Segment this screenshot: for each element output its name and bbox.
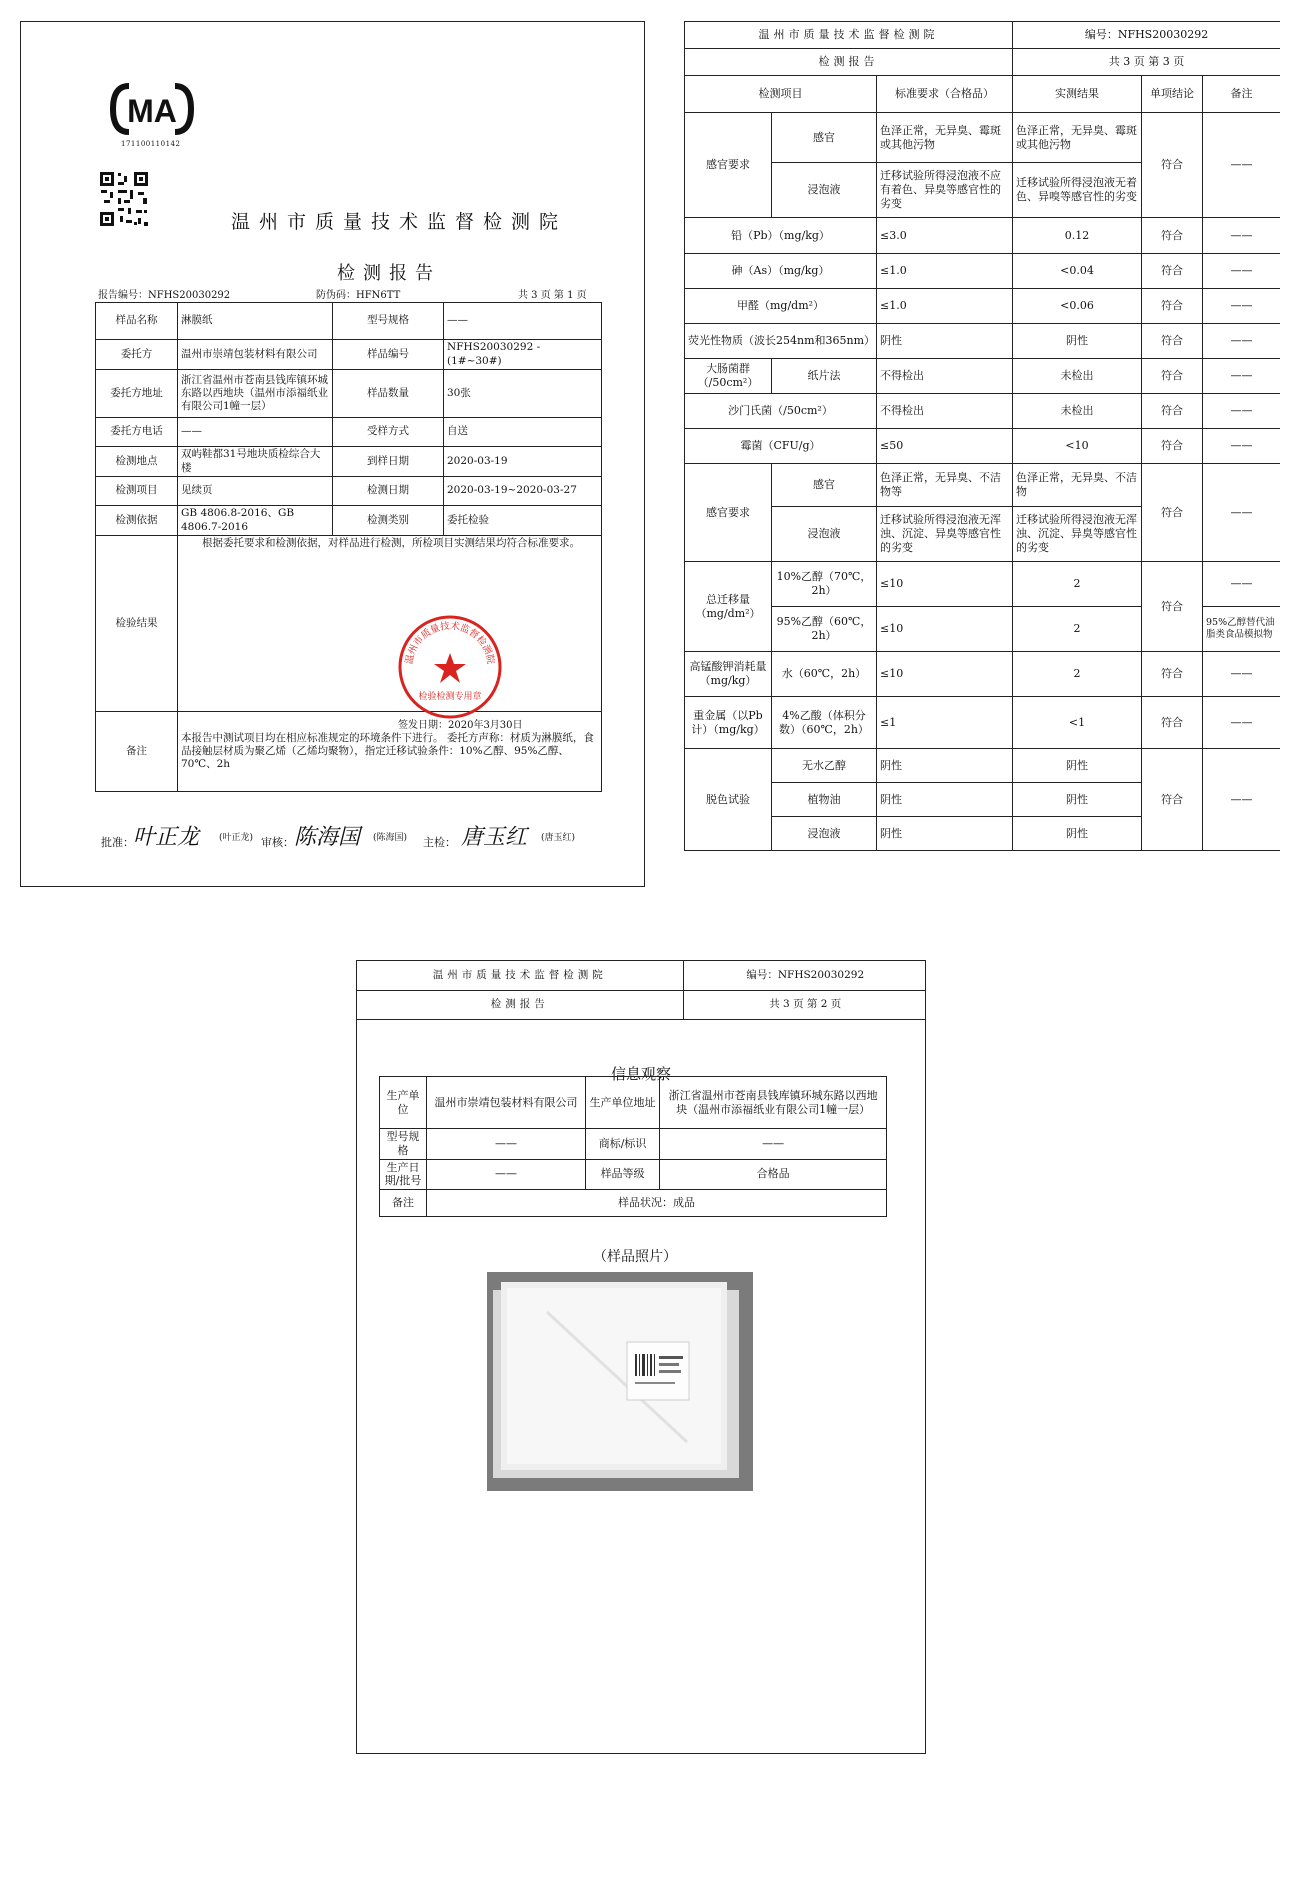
- report-number: 编号：NFHS20030292: [683, 961, 926, 990]
- requirement-cell: 色泽正常，无异臭、不洁物等: [877, 464, 1013, 507]
- header-conclusion: 单项结论: [1142, 76, 1203, 113]
- report-number: 报告编号：NFHS20030292: [98, 290, 231, 301]
- review-label: 审核：: [261, 836, 294, 849]
- condition-cell: 水（60℃，2h）: [772, 652, 877, 697]
- value-cell: ——: [427, 1159, 586, 1190]
- requirement-cell: 色泽正常，无异臭、霉斑或其他污物: [877, 113, 1013, 163]
- result-cell: 色泽正常，无异臭、霉斑或其他污物: [1013, 113, 1142, 163]
- main-inspector-note: (唐玉红): [541, 833, 576, 843]
- info-section-title: 信息观察: [611, 1065, 672, 1083]
- seal-ring-text: 温州市质量技术监督检测院: [403, 620, 497, 666]
- approve-label: 批准：: [101, 836, 134, 849]
- label-cell: 检测项目: [96, 477, 178, 506]
- report-page-1: [20, 21, 645, 887]
- requirement-cell: 不得检出: [877, 394, 1013, 429]
- result-cell: 2: [1013, 607, 1142, 652]
- cma-number: 171100110142: [121, 140, 181, 148]
- requirement-cell: 阴性: [877, 783, 1013, 817]
- header-result: 实测结果: [1013, 76, 1142, 113]
- value-cell: ——: [178, 418, 333, 447]
- sub-item: 浸泡液: [772, 163, 877, 218]
- result-cell: <0.04: [1013, 254, 1142, 289]
- institute-title: 温州市质量技术监督检测院: [231, 211, 568, 233]
- report-title: 检测报告: [337, 263, 441, 284]
- item-cell: 大肠菌群（/50cm²）: [685, 359, 772, 394]
- conclusion-cell: 符合: [1142, 562, 1203, 652]
- main-inspector-label: 主检：: [423, 836, 456, 849]
- note-cell: ——: [1203, 359, 1280, 394]
- note-cell: ——: [1203, 749, 1280, 851]
- result-cell: 未检出: [1013, 359, 1142, 394]
- result-cell: 迁移试验所得浸泡液无着色、异嗅等感官性的劣变: [1013, 163, 1142, 218]
- photo-title: （样品照片）: [593, 1249, 677, 1265]
- info-observation-table: [379, 1076, 887, 1217]
- conclusion-cell: 符合: [1142, 359, 1203, 394]
- label-cell: 样品名称: [96, 303, 178, 340]
- qr-code-icon: [98, 170, 150, 228]
- result-cell: 未检出: [1013, 394, 1142, 429]
- header-item: 检测项目: [685, 76, 877, 113]
- label-cell: 委托方: [96, 340, 178, 370]
- sub-item: 感官: [772, 464, 877, 507]
- note-cell: ——: [1203, 697, 1280, 749]
- conclusion-cell: 符合: [1142, 289, 1203, 324]
- result-cell: 阴性: [1013, 749, 1142, 783]
- report-title: 检测报告: [357, 990, 683, 1019]
- sub-item: 浸泡液: [772, 817, 877, 851]
- value-cell: 温州市崇靖包装材料有限公司: [178, 340, 333, 370]
- item-cell: 荧光性物质（波长254nm和365nm）: [685, 324, 877, 359]
- sub-item: 95%乙醇（60℃，2h）: [772, 607, 877, 652]
- value-cell: ——: [444, 303, 602, 340]
- sub-item: 感官: [772, 113, 877, 163]
- value-cell: GB 4806.8-2016、GB 4806.7-2016: [178, 506, 333, 536]
- result-cell: 2: [1013, 562, 1142, 607]
- label-cell: 检测类别: [333, 506, 444, 536]
- institute-title: 温州市质量技术监督检测院: [685, 22, 1013, 49]
- value-cell: 样品状况：成品: [427, 1190, 887, 1217]
- requirement-cell: ≤1.0: [877, 289, 1013, 324]
- note-cell: ——: [1203, 324, 1280, 359]
- sign-date: 签发日期：2020年3月30日: [398, 720, 523, 731]
- result-cell: 0.12: [1013, 218, 1142, 254]
- note-cell: ——: [1203, 652, 1280, 697]
- value-cell: ——: [660, 1129, 887, 1160]
- requirement-cell: ≤50: [877, 429, 1013, 464]
- label-cell: 到样日期: [333, 447, 444, 477]
- conclusion-cell: 符合: [1142, 218, 1203, 254]
- conclusion-cell: 符合: [1142, 749, 1203, 851]
- group-label: 脱色试验: [685, 749, 772, 851]
- svg-text:MA: MA: [127, 93, 177, 129]
- item-cell: 霉菌（CFU/g）: [685, 429, 877, 464]
- report-page-3: [684, 21, 1280, 887]
- requirement-cell: 阴性: [877, 817, 1013, 851]
- value-cell: 淋膜纸: [178, 303, 333, 340]
- note-cell: ——: [1203, 254, 1280, 289]
- conclusion-cell: 符合: [1142, 113, 1203, 218]
- sub-item: 无水乙醇: [772, 749, 877, 783]
- result-cell: <10: [1013, 429, 1142, 464]
- label-cell: 商标/标识: [585, 1129, 659, 1160]
- result-cell: <0.06: [1013, 289, 1142, 324]
- main-inspector-signature: 唐玉红: [461, 825, 528, 850]
- result-text: 根据委托要求和检测依据，对样品进行检测，所检项目实测结果均符合标准要求。: [178, 536, 602, 712]
- value-cell: 委托检验: [444, 506, 602, 536]
- requirement-cell: ≤1: [877, 697, 1013, 749]
- result-cell: 迁移试验所得浸泡液无浑浊、沉淀、异臭等感官性的劣变: [1013, 507, 1142, 562]
- requirement-cell: 迁移试验所得浸泡液不应有着色、异臭等感官性的劣变: [877, 163, 1013, 218]
- label-cell: 生产单位地址: [585, 1077, 659, 1129]
- report-number: 编号：NFHS20030292: [1013, 22, 1280, 49]
- item-cell: 砷（As）（mg/kg）: [685, 254, 877, 289]
- note-cell: ——: [1203, 429, 1280, 464]
- requirement-cell: 阴性: [877, 749, 1013, 783]
- conclusion-cell: 符合: [1142, 254, 1203, 289]
- approve-note: (叶正龙): [219, 833, 254, 843]
- sub-item: 10%乙醇（70℃，2h）: [772, 562, 877, 607]
- conclusion-cell: 符合: [1142, 394, 1203, 429]
- value-cell: 合格品: [660, 1159, 887, 1190]
- label-cell: 生产单位: [380, 1077, 427, 1129]
- conclusion-cell: 符合: [1142, 697, 1203, 749]
- report-title: 检测报告: [685, 49, 1013, 76]
- item-cell: 沙门氏菌（/50cm²）: [685, 394, 877, 429]
- header-requirement: 标准要求（合格品）: [877, 76, 1013, 113]
- label-cell: 检测日期: [333, 477, 444, 506]
- note-cell: ——: [1203, 464, 1280, 562]
- item-cell: 高锰酸钾消耗量（mg/kg）: [685, 652, 772, 697]
- result-cell: 阴性: [1013, 324, 1142, 359]
- label-cell: 受样方式: [333, 418, 444, 447]
- note-cell: ——: [1203, 289, 1280, 324]
- value-cell: 30张: [444, 370, 602, 418]
- anti-fake-code: 防伪码：HFN6TT: [316, 290, 401, 301]
- group-label: 感官要求: [685, 113, 772, 218]
- conclusion-cell: 符合: [1142, 464, 1203, 562]
- value-cell: ——: [427, 1129, 586, 1160]
- review-signature: 陈海国: [294, 825, 361, 850]
- header-note: 备注: [1203, 76, 1280, 113]
- requirement-cell: 不得检出: [877, 359, 1013, 394]
- report-page-2: [356, 960, 926, 1754]
- label-cell: 生产日期/批号: [380, 1159, 427, 1190]
- result-cell: 阴性: [1013, 817, 1142, 851]
- value-cell: 浙江省温州市苍南县钱库镇环城东路以西地块（温州市添福纸业有限公司1幢一层）: [660, 1077, 887, 1129]
- label-cell: 样品等级: [585, 1159, 659, 1190]
- sub-item: 植物油: [772, 783, 877, 817]
- page-info: 共 3 页 第 2 页: [683, 990, 926, 1019]
- label-cell: 样品编号: [333, 340, 444, 370]
- note-cell: ——: [1203, 394, 1280, 429]
- conclusion-cell: 符合: [1142, 652, 1203, 697]
- value-cell: 双屿鞋都31号地块质检综合大楼: [178, 447, 333, 477]
- item-cell: 重金属（以Pb计）（mg/kg）: [685, 697, 772, 749]
- note-cell: ——: [1203, 218, 1280, 254]
- cma-logo: [109, 80, 195, 138]
- official-seal-stamp: [396, 613, 504, 721]
- method-cell: 纸片法: [772, 359, 877, 394]
- result-cell: <1: [1013, 697, 1142, 749]
- value-cell: 见续页: [178, 477, 333, 506]
- label-cell: 检测依据: [96, 506, 178, 536]
- requirement-cell: 阴性: [877, 324, 1013, 359]
- page-info: 共 3 页 第 3 页: [1013, 49, 1280, 76]
- approve-signature: 叶正龙: [133, 825, 200, 850]
- label-cell: 型号规格: [333, 303, 444, 340]
- result-cell: 色泽正常，无异臭、不洁物: [1013, 464, 1142, 507]
- institute-title: 温州市质量技术监督检测院: [357, 961, 683, 990]
- page-info: 共 3 页 第 1 页: [518, 290, 587, 301]
- requirement-cell: ≤10: [877, 562, 1013, 607]
- seal-center-text: 检验检测专用章: [418, 692, 482, 702]
- requirement-cell: 迁移试验所得浸泡液无浑浊、沉淀、异臭等感官性的劣变: [877, 507, 1013, 562]
- requirement-cell: ≤10: [877, 652, 1013, 697]
- test-results-table: [684, 21, 1280, 851]
- label-cell: 检测地点: [96, 447, 178, 477]
- result-cell: 阴性: [1013, 783, 1142, 817]
- report-summary-table: [95, 302, 602, 792]
- page-header-table: [357, 961, 926, 1020]
- requirement-cell: ≤1.0: [877, 254, 1013, 289]
- sample-photo: [487, 1272, 753, 1491]
- label-cell: 型号规格: [380, 1129, 427, 1160]
- label-cell: 备注: [380, 1190, 427, 1217]
- group-label: 感官要求: [685, 464, 772, 562]
- group-label: 总迁移量（mg/dm²）: [685, 562, 772, 652]
- conclusion-cell: 符合: [1142, 429, 1203, 464]
- condition-cell: 4%乙酸（体积分数）（60℃，2h）: [772, 697, 877, 749]
- conclusion-cell: 符合: [1142, 324, 1203, 359]
- item-cell: 铅（Pb）（mg/kg）: [685, 218, 877, 254]
- value-cell: 浙江省温州市苍南县钱库镇环城东路以西地块（温州市添福纸业有限公司1幢一层）: [178, 370, 333, 418]
- note-cell: 95%乙醇替代油脂类食品模拟物: [1203, 607, 1280, 652]
- label-cell: 委托方地址: [96, 370, 178, 418]
- note-cell: ——: [1203, 113, 1280, 218]
- remark-text: 本报告中测试项目均在相应标准规定的环境条件下进行。 委托方声称：材质为淋膜纸，食品接触层材质为聚乙烯（乙烯均聚物），指定迁移试验条件：10%乙醇、95%乙醇、70℃、2h: [178, 712, 602, 792]
- requirement-cell: ≤10: [877, 607, 1013, 652]
- value-cell: 2020-03-19: [444, 447, 602, 477]
- item-cell: 甲醛（mg/dm²）: [685, 289, 877, 324]
- review-note: (陈海国): [373, 833, 408, 843]
- label-cell: 检验结果: [96, 536, 178, 712]
- value-cell: 自送: [444, 418, 602, 447]
- result-cell: 2: [1013, 652, 1142, 697]
- note-cell: ——: [1203, 562, 1280, 607]
- label-cell: 样品数量: [333, 370, 444, 418]
- label-cell: 委托方电话: [96, 418, 178, 447]
- sub-item: 浸泡液: [772, 507, 877, 562]
- value-cell: 温州市崇靖包装材料有限公司: [427, 1077, 586, 1129]
- value-cell: 2020-03-19~2020-03-27: [444, 477, 602, 506]
- value-cell: NFHS20030292 - (1#~30#): [444, 340, 602, 370]
- label-cell: 备注: [96, 712, 178, 792]
- requirement-cell: ≤3.0: [877, 218, 1013, 254]
